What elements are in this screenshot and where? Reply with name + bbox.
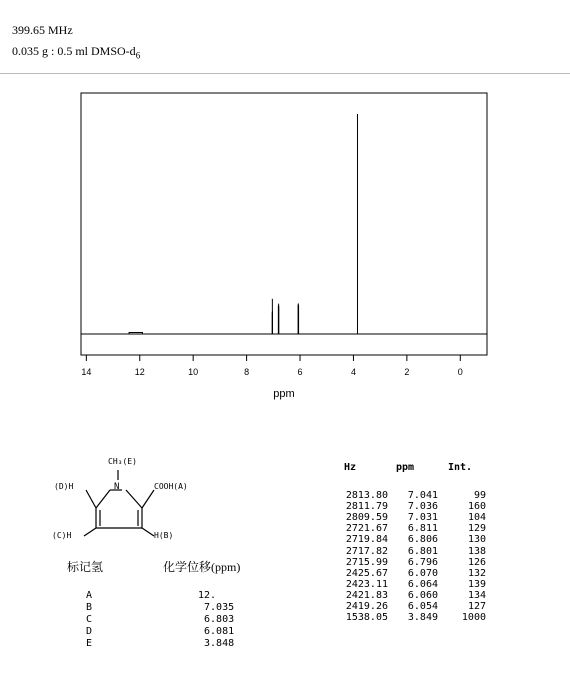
assignment-shift: 7.035 xyxy=(198,602,235,613)
peak-ppm: 3.849 xyxy=(407,612,438,624)
peak-intensity: 138 xyxy=(467,545,486,557)
assignment-label: A xyxy=(86,590,93,601)
sample-text: 0.035 g : 0.5 ml DMSO-d xyxy=(12,44,136,58)
assignment-row xyxy=(50,626,290,638)
peak-hz: 2813.80 xyxy=(345,490,388,501)
peak-hz: 2721.67 xyxy=(345,523,388,535)
peak-intensity: 139 xyxy=(467,578,486,590)
x-axis xyxy=(81,355,462,377)
peak-ppm: 6.070 xyxy=(407,567,438,579)
spectrometer-frequency: 399.65 MHz xyxy=(12,23,73,37)
assignment-label: E xyxy=(86,638,93,649)
methyl-label: CH₃(E) xyxy=(108,457,137,466)
peak-intensity: 129 xyxy=(467,523,486,535)
bond-line xyxy=(86,490,96,508)
assignment-header-shift: 化学位移(ppm) xyxy=(163,560,241,574)
assignment-row xyxy=(50,614,290,626)
x-tick-label: 12 xyxy=(134,367,145,377)
peak-intensity: 126 xyxy=(467,556,486,568)
peak-ppm: 6.801 xyxy=(407,545,438,557)
peak-intensity: 130 xyxy=(467,534,486,546)
peak-ppm: 6.806 xyxy=(407,534,438,546)
assignment-shift: 3.848 xyxy=(198,638,235,649)
assignment-row xyxy=(50,638,290,650)
proton-b-label: H(B) xyxy=(154,531,174,540)
assignment-label: B xyxy=(86,602,93,613)
peak-hz: 1538.05 xyxy=(345,612,388,624)
peak-hz: 2719.84 xyxy=(345,534,388,546)
bond-line xyxy=(142,528,154,536)
peak-ppm: 6.054 xyxy=(407,601,438,612)
peak-ppm: 6.060 xyxy=(407,589,438,601)
peak-intensity: 127 xyxy=(467,601,486,612)
peak-ppm: 6.064 xyxy=(407,578,438,590)
pyrrole-ring xyxy=(84,470,154,536)
peak-hz: 2811.79 xyxy=(345,501,388,513)
assignment-row xyxy=(50,602,290,614)
bond-line xyxy=(142,490,154,508)
sample-subscript: 6 xyxy=(135,50,141,61)
peak-intensity: 132 xyxy=(467,567,486,579)
peak-hz: 2421.83 xyxy=(345,589,388,601)
assignment-shift: 12. xyxy=(198,590,217,601)
peak-hz: 2423.11 xyxy=(345,578,388,590)
peak-ppm: 6.796 xyxy=(407,556,438,568)
spectrum-trace xyxy=(81,114,487,334)
peak-intensity: 160 xyxy=(467,501,486,513)
peak-intensity: 1000 xyxy=(461,612,486,624)
peak-intensity: 99 xyxy=(473,490,486,501)
nitrogen-label: N xyxy=(114,482,120,492)
assignment-header-label: 标记氢 xyxy=(67,560,104,574)
peak-hz: 2717.82 xyxy=(345,545,388,557)
peak-hz: 2425.67 xyxy=(345,567,388,579)
proton-d-label: (D)H xyxy=(54,482,74,491)
peak-intensity: 104 xyxy=(467,512,486,524)
x-tick-label: 6 xyxy=(297,367,303,377)
peak-header-int: Int. xyxy=(448,462,473,473)
x-tick-label: 8 xyxy=(244,367,250,377)
carboxyl-label: COOH(A) xyxy=(154,482,188,491)
x-tick-label: 0 xyxy=(457,367,463,377)
peak-ppm: 7.031 xyxy=(407,512,438,524)
plot-frame xyxy=(81,93,487,355)
peak-hz: 2809.59 xyxy=(345,512,388,524)
peak-ppm: 7.041 xyxy=(407,490,438,501)
x-tick-label: 10 xyxy=(188,367,199,377)
peak-hz: 2419.26 xyxy=(345,601,388,612)
bond-line xyxy=(96,490,110,508)
bond-line xyxy=(126,490,142,508)
peak-intensity: 134 xyxy=(467,589,486,601)
peak-row xyxy=(300,612,500,624)
bond-line xyxy=(84,528,96,536)
molecule-structure xyxy=(50,450,220,550)
peak-ppm: 6.811 xyxy=(407,523,438,535)
peak-header-hz: Hz xyxy=(344,462,357,473)
x-axis-label: ppm xyxy=(273,388,295,400)
peak-ppm: 7.036 xyxy=(407,501,438,513)
peak-hz: 2715.99 xyxy=(345,556,388,568)
x-tick-label: 2 xyxy=(404,367,410,377)
assignment-shift: 6.081 xyxy=(198,626,235,637)
assignment-label: C xyxy=(86,614,93,625)
assignment-row xyxy=(50,590,290,602)
x-tick-label: 4 xyxy=(350,367,356,377)
peak-header-ppm: ppm xyxy=(396,462,415,473)
assignment-shift: 6.803 xyxy=(198,614,235,625)
x-tick-label: 14 xyxy=(81,367,92,377)
assignment-label: D xyxy=(86,626,93,637)
proton-c-label: (C)H xyxy=(52,531,72,540)
